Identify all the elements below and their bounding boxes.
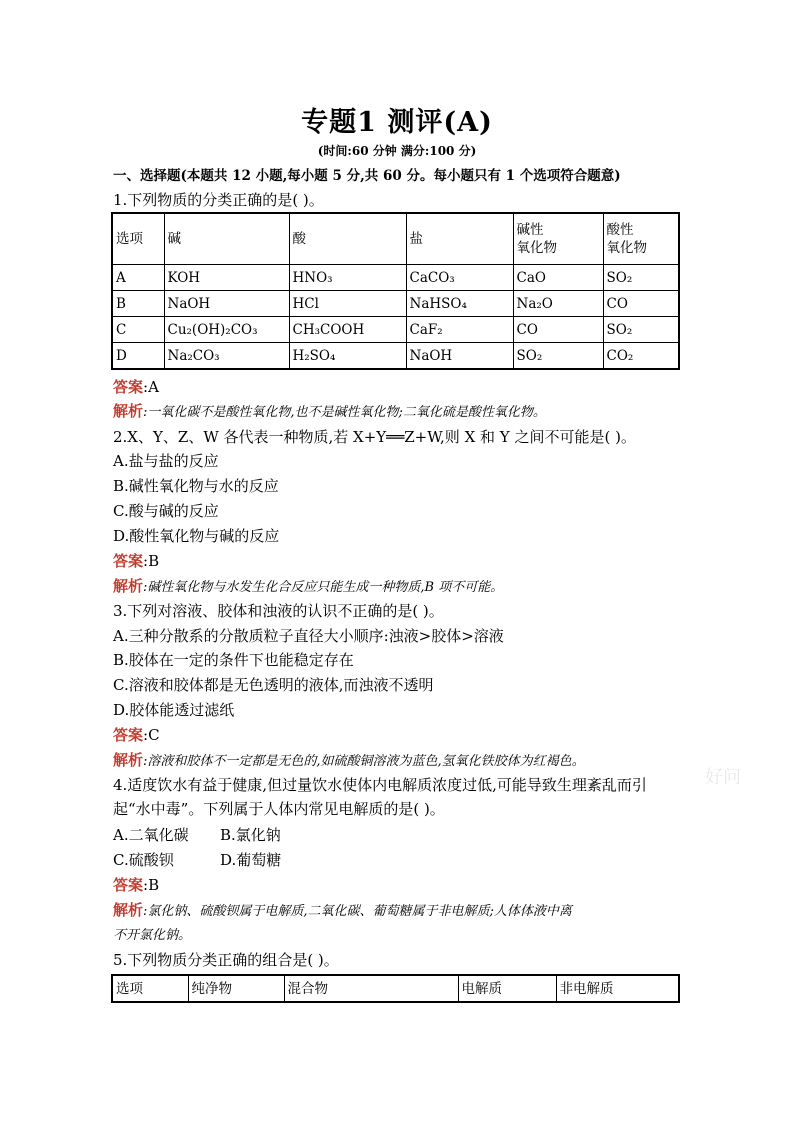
q1-explanation: [113, 401, 546, 423]
q3-option-b: B.胶体在一定的条件下也能稳定存在: [113, 651, 354, 669]
col-header-option: 选项: [112, 213, 164, 265]
table-cell: Na₂O: [513, 291, 603, 317]
q4-stem-line-1: 4.适度饮水有益于健康,但过量饮水使体内电解质浓度过低,可能导致生理紊乱而引: [113, 776, 647, 794]
q4-explanation-line-2: [113, 924, 191, 946]
q4-option-d: D.葡萄糖: [220, 851, 282, 869]
q5-stem: 5.下列物质分类正确的组合是( )。: [113, 951, 339, 969]
q1-answer: [113, 377, 159, 397]
q3-option-d: D.胶体能透过滤纸: [113, 701, 235, 719]
table-cell: HNO₃: [289, 265, 406, 291]
col-header-acidic-oxide: 酸性 氧化物: [603, 213, 679, 265]
q4-stem-line-2: 起“水中毒”。下列属于人体内常见电解质的是( )。: [113, 800, 445, 818]
table-cell: NaOH: [164, 291, 289, 317]
explanation-text: :溶液和胶体不一定都是无色的,如硫酸铜溶液为蓝色,氢氧化铁胶体为红褐色。: [143, 754, 585, 769]
q3-option-c: C.溶液和胶体都是无色透明的液体,而浊液不透明: [113, 676, 434, 694]
q1-stem: 1.下列物质的分类正确的是( )。: [113, 191, 324, 209]
q4-option-a: A.二氧化碳: [113, 826, 189, 844]
col-header-acid: 酸: [289, 213, 406, 265]
answer-label: 答案: [113, 378, 144, 396]
table-cell: NaHSO₄: [406, 291, 513, 317]
answer-label: 答案: [113, 552, 144, 570]
table-cell: Na₂CO₃: [164, 343, 289, 370]
q3-stem: 3.下列对溶液、胶体和浊液的认识不正确的是( )。: [113, 602, 444, 620]
watermark: 好问: [705, 767, 741, 788]
col-header-mixture: 混合物: [284, 975, 458, 1002]
explanation-text: :碱性氧化物与水发生化合反应只能生成一种物质,B 项不可能。: [143, 580, 504, 595]
table-row: [112, 317, 679, 343]
answer-value: :A: [143, 378, 159, 396]
table-cell: D: [112, 343, 164, 370]
explanation-text: :一氧化碳不是酸性氧化物,也不是碱性氧化物;二氧化硫是酸性氧化物。: [143, 405, 546, 420]
table-cell: SO₂: [603, 317, 679, 343]
answer-value: :B: [143, 876, 160, 894]
table-cell: CO: [603, 291, 679, 317]
q2-stem: 2.X、Y、Z、W 各代表一种物质,若 X+Y══Z+W,则 X 和 Y 之间不可能是( )。: [113, 428, 636, 446]
table-cell: C: [112, 317, 164, 343]
q3-answer: [113, 725, 160, 745]
q1-table: [111, 212, 680, 370]
table-cell: H₂SO₄: [289, 343, 406, 370]
answer-value: :B: [143, 552, 160, 570]
q2-option-c: C.酸与碱的反应: [113, 502, 219, 520]
q4-option-b: B.氯化钠: [220, 826, 281, 844]
table-cell: HCl: [289, 291, 406, 317]
table-cell: CaCO₃: [406, 265, 513, 291]
answer-label: 答案: [113, 726, 144, 744]
explanation-label: 解析: [113, 901, 144, 919]
q2-answer: [113, 551, 159, 571]
table-row: [112, 291, 679, 317]
col-header-salt: 盐: [406, 213, 513, 265]
col-header-nonelectrolyte: 非电解质: [556, 975, 679, 1002]
col-header-electrolyte: 电解质: [458, 975, 556, 1002]
table-cell: B: [112, 291, 164, 317]
answer-label: 答案: [113, 876, 144, 894]
q4-option-c: C.硫酸钡: [113, 851, 174, 869]
table-cell: NaOH: [406, 343, 513, 370]
page-subtitle: (时间:60 分钟 满分:100 分): [317, 144, 477, 158]
table-cell: SO₂: [603, 265, 679, 291]
table-header-row: [112, 213, 679, 265]
explanation-text: :氯化钠、硫酸钡属于电解质,二氧化碳、葡萄糖属于非电解质;人体体液中离: [143, 904, 572, 919]
q3-explanation: [113, 750, 585, 772]
q4-explanation: [113, 900, 572, 922]
answer-value: :C: [143, 726, 160, 744]
q2-option-a: A.盐与盐的反应: [113, 452, 219, 470]
col-header-basic-oxide: 碱性 氧化物: [513, 213, 603, 265]
section-heading: 一、选择题(本题共 12 小题,每小题 5 分,共 60 分。每小题只有 1 个选项符合题意): [113, 168, 621, 184]
col-header-pure: 纯净物: [188, 975, 284, 1002]
col-header-base: 碱: [164, 213, 289, 265]
table-cell: CaF₂: [406, 317, 513, 343]
table-cell: CH₃COOH: [289, 317, 406, 343]
table-header-row: [112, 975, 679, 1002]
q3-option-a: A.三种分散系的分散质粒子直径大小顺序:浊液>胶体>溶液: [113, 627, 504, 645]
table-cell: Cu₂(OH)₂CO₃: [164, 317, 289, 343]
explanation-label: 解析: [113, 751, 144, 769]
table-row: [112, 265, 679, 291]
table-cell: CaO: [513, 265, 603, 291]
explanation-label: 解析: [113, 577, 144, 595]
q2-explanation: [113, 576, 503, 598]
explanation-label: 解析: [113, 402, 144, 420]
q5-table: [111, 974, 680, 1003]
col-header-option: 选项: [112, 975, 188, 1002]
q2-option-b: B.碱性氧化物与水的反应: [113, 477, 279, 495]
table-row: [112, 343, 679, 370]
table-cell: KOH: [164, 265, 289, 291]
table-cell: CO: [513, 317, 603, 343]
q2-option-d: D.酸性氧化物与碱的反应: [113, 527, 280, 545]
table-cell: SO₂: [513, 343, 603, 370]
table-cell: CO₂: [603, 343, 679, 370]
explanation-text: 不开氯化钠。: [113, 928, 192, 943]
q4-answer: [113, 875, 159, 895]
page-title: 专题1 测评(A): [301, 107, 493, 138]
table-cell: A: [112, 265, 164, 291]
